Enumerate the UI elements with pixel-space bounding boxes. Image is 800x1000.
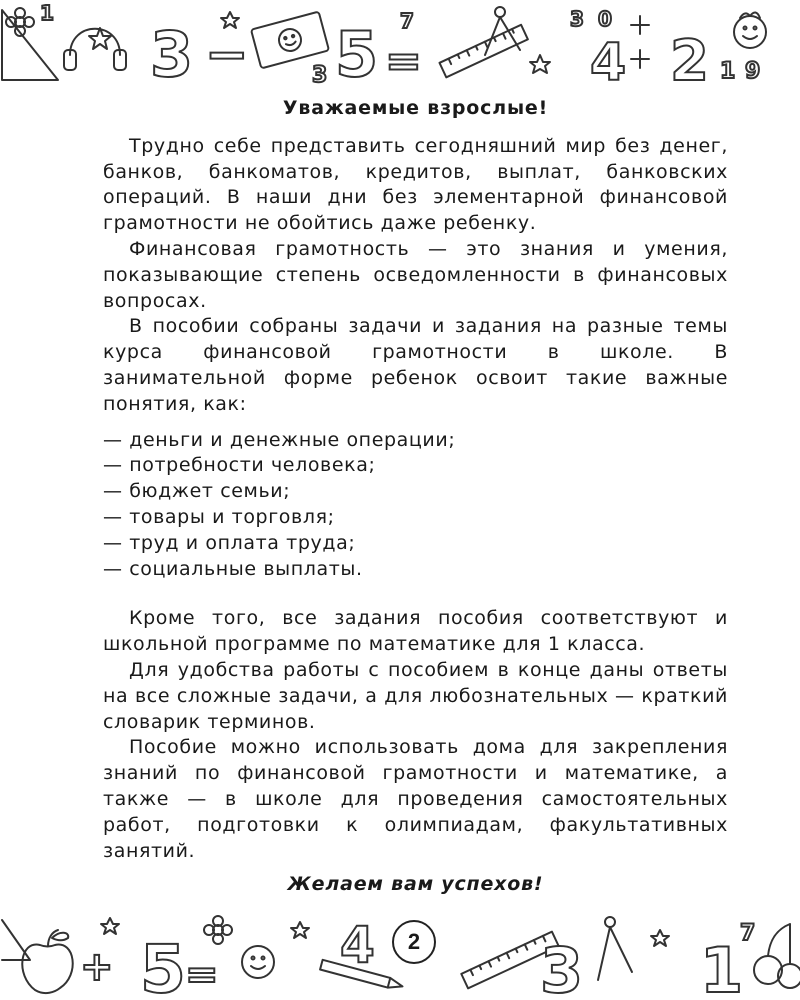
topics-list bbox=[103, 428, 728, 583]
list-item: — бюджет семьи; bbox=[103, 480, 291, 503]
banknote-icon bbox=[251, 12, 329, 69]
decor-digit: 3 bbox=[570, 7, 584, 31]
decor-digit: 3 bbox=[540, 934, 584, 1000]
headphones-icon bbox=[64, 29, 126, 70]
smiley-face-icon bbox=[242, 946, 274, 978]
cherry-icon bbox=[754, 924, 800, 988]
decor-digit: 7 bbox=[400, 9, 414, 33]
decor-digit: 1 bbox=[700, 934, 744, 1000]
decor-symbol: − bbox=[205, 25, 249, 85]
list-item: — потребности человека; bbox=[103, 454, 376, 477]
main-text-block bbox=[103, 96, 728, 898]
star-icon bbox=[530, 55, 550, 73]
star-icon bbox=[101, 918, 119, 934]
closing-wish: Желаем вам успехов! bbox=[287, 873, 544, 896]
list-item: — социальные выплаты. bbox=[103, 557, 363, 580]
apple-icon bbox=[22, 930, 72, 993]
page-heading: Уважаемые взрослые! bbox=[282, 97, 549, 119]
page-number: 2 bbox=[392, 920, 436, 964]
decor-digit: 4 bbox=[340, 916, 375, 974]
star-icon bbox=[651, 930, 669, 946]
ruler-icon bbox=[440, 25, 528, 78]
plus-icon bbox=[631, 16, 649, 34]
contents-paragraph: В пособии собраны задачи и задания на разные темы курса финансовой грамотности в школе. В занимательной форме ребенок освоит такие важные понятия, как: bbox=[103, 315, 728, 415]
plus-icon bbox=[631, 50, 649, 68]
top-decorative-border bbox=[0, 0, 800, 90]
decor-symbol: = bbox=[185, 952, 219, 998]
list-item: — труд и оплата труда; bbox=[103, 531, 356, 554]
compass-icon bbox=[485, 7, 520, 55]
list-item: — деньги и денежные операции; bbox=[103, 428, 456, 451]
smiley-face-icon bbox=[734, 12, 766, 48]
list-item: — товары и торговля; bbox=[103, 505, 335, 528]
decor-digit: 1 bbox=[720, 59, 736, 84]
decor-digit: 4 bbox=[590, 33, 627, 90]
decor-digit: 3 bbox=[150, 18, 194, 90]
math-paragraph: Кроме того, все задания пособия соответствуют и школьной программе по математике для 1 класса. bbox=[103, 607, 728, 656]
star-icon bbox=[291, 922, 309, 938]
decor-digit: 7 bbox=[740, 921, 756, 946]
decor-digit: 9 bbox=[745, 59, 761, 84]
answers-paragraph: Для удобства работы с пособием в конце даны ответы на все сложные задачи, а для любознательных — краткий словарик терминов. bbox=[103, 658, 728, 733]
decor-digit: 5 bbox=[140, 931, 186, 1000]
decor-digit: 3 bbox=[312, 63, 328, 88]
compass-icon bbox=[598, 917, 632, 980]
definition-paragraph: Финансовая грамотность — это знания и умения, показывающие степень осведомленности в финансовых вопросах. bbox=[103, 237, 728, 312]
triangle-ruler-icon bbox=[2, 920, 30, 960]
decor-symbol: = bbox=[385, 36, 422, 87]
decor-symbol: + bbox=[80, 944, 114, 990]
decor-digit: 5 bbox=[335, 18, 379, 90]
usage-paragraph: Пособие можно использовать дома для закрепления знаний по финансовой грамотности и математике, а также — в школе для проведения самостоятельных работ, подготовки к олимпиадам, факультативных занятий. bbox=[103, 736, 728, 862]
decor-digit: 0 bbox=[598, 7, 612, 31]
decor-digit: 1 bbox=[40, 1, 54, 25]
flower-icon bbox=[204, 916, 232, 944]
intro-paragraph: Трудно себе представить сегодняшний мир без денег, банков, банкоматов, кредитов, выплат, банковских операций. В наши дни без элементарной финансовой грамотности не обойтись даже ребенку. bbox=[103, 134, 728, 235]
decor-digit: 2 bbox=[670, 29, 709, 90]
